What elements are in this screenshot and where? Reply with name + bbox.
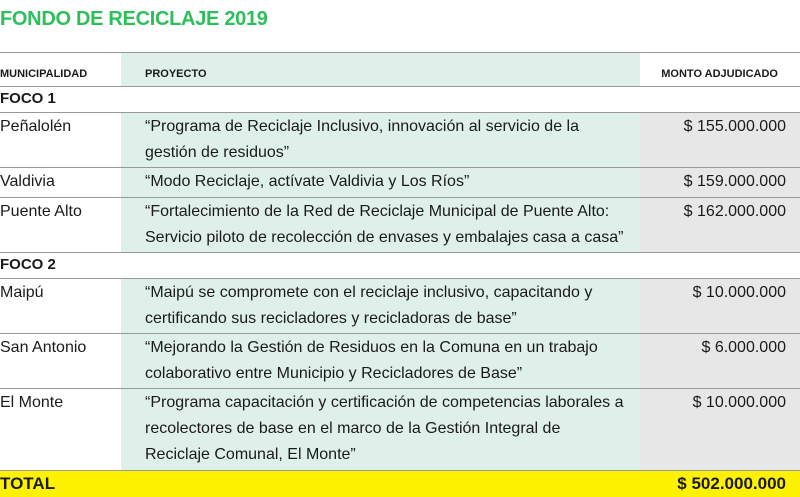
- header-proyecto: PROYECTO: [121, 53, 640, 87]
- municipality-cell: Maipú: [0, 279, 121, 334]
- header-municipalidad: MUNICIPALIDAD: [0, 53, 121, 87]
- table-row: [0, 113, 800, 168]
- total-label: TOTAL: [0, 471, 121, 497]
- project-cell: “Fortalecimiento de la Red de Reciclaje Municipal de Puente Alto: Servicio piloto de recolección de envases y embalajes casa a casa”: [121, 198, 640, 253]
- focus-row-2: [0, 253, 800, 279]
- municipality-cell: El Monte: [0, 389, 121, 471]
- municipality-cell: San Antonio: [0, 334, 121, 389]
- project-cell: “Modo Reciclaje, actívate Valdivia y Los Ríos”: [121, 168, 640, 198]
- amount-cell: $ 155.000.000: [640, 113, 800, 168]
- total-amount: $ 502.000.000: [640, 471, 800, 497]
- recycling-fund-table: [0, 52, 800, 497]
- table-row: [0, 279, 800, 334]
- amount-cell: $ 162.000.000: [640, 198, 800, 253]
- project-cell: “Programa capacitación y certificación de competencias laborales a recolectores de base en el marco de la Gestión Integral de Reciclaje Comunal, El Monte”: [121, 389, 640, 471]
- table-row: [0, 198, 800, 253]
- total-row: [0, 471, 800, 497]
- table-row: [0, 389, 800, 471]
- amount-cell: $ 10.000.000: [640, 279, 800, 334]
- focus-label: FOCO 2: [0, 253, 800, 279]
- municipality-cell: Puente Alto: [0, 198, 121, 253]
- total-spacer: [121, 471, 640, 497]
- project-cell: “Programa de Reciclaje Inclusivo, innovación al servicio de la gestión de residuos”: [121, 113, 640, 168]
- amount-cell: $ 6.000.000: [640, 334, 800, 389]
- table-row: [0, 168, 800, 198]
- municipality-cell: Peñalolén: [0, 113, 121, 168]
- amount-cell: $ 159.000.000: [640, 168, 800, 198]
- table-row: [0, 334, 800, 389]
- header-monto: MONTO ADJUDICADO: [640, 53, 800, 87]
- page-title: FONDO DE RECICLAJE 2019: [0, 4, 268, 34]
- project-cell: “Mejorando la Gestión de Residuos en la Comuna en un trabajo colaborativo entre Municipio y Recicladores de Base”: [121, 334, 640, 389]
- amount-cell: $ 10.000.000: [640, 389, 800, 471]
- focus-row-1: [0, 87, 800, 113]
- focus-label: FOCO 1: [0, 87, 800, 113]
- header-row: [0, 53, 800, 87]
- municipality-cell: Valdivia: [0, 168, 121, 198]
- project-cell: “Maipú se compromete con el reciclaje inclusivo, capacitando y certificando sus recicladores y recicladoras de base”: [121, 279, 640, 334]
